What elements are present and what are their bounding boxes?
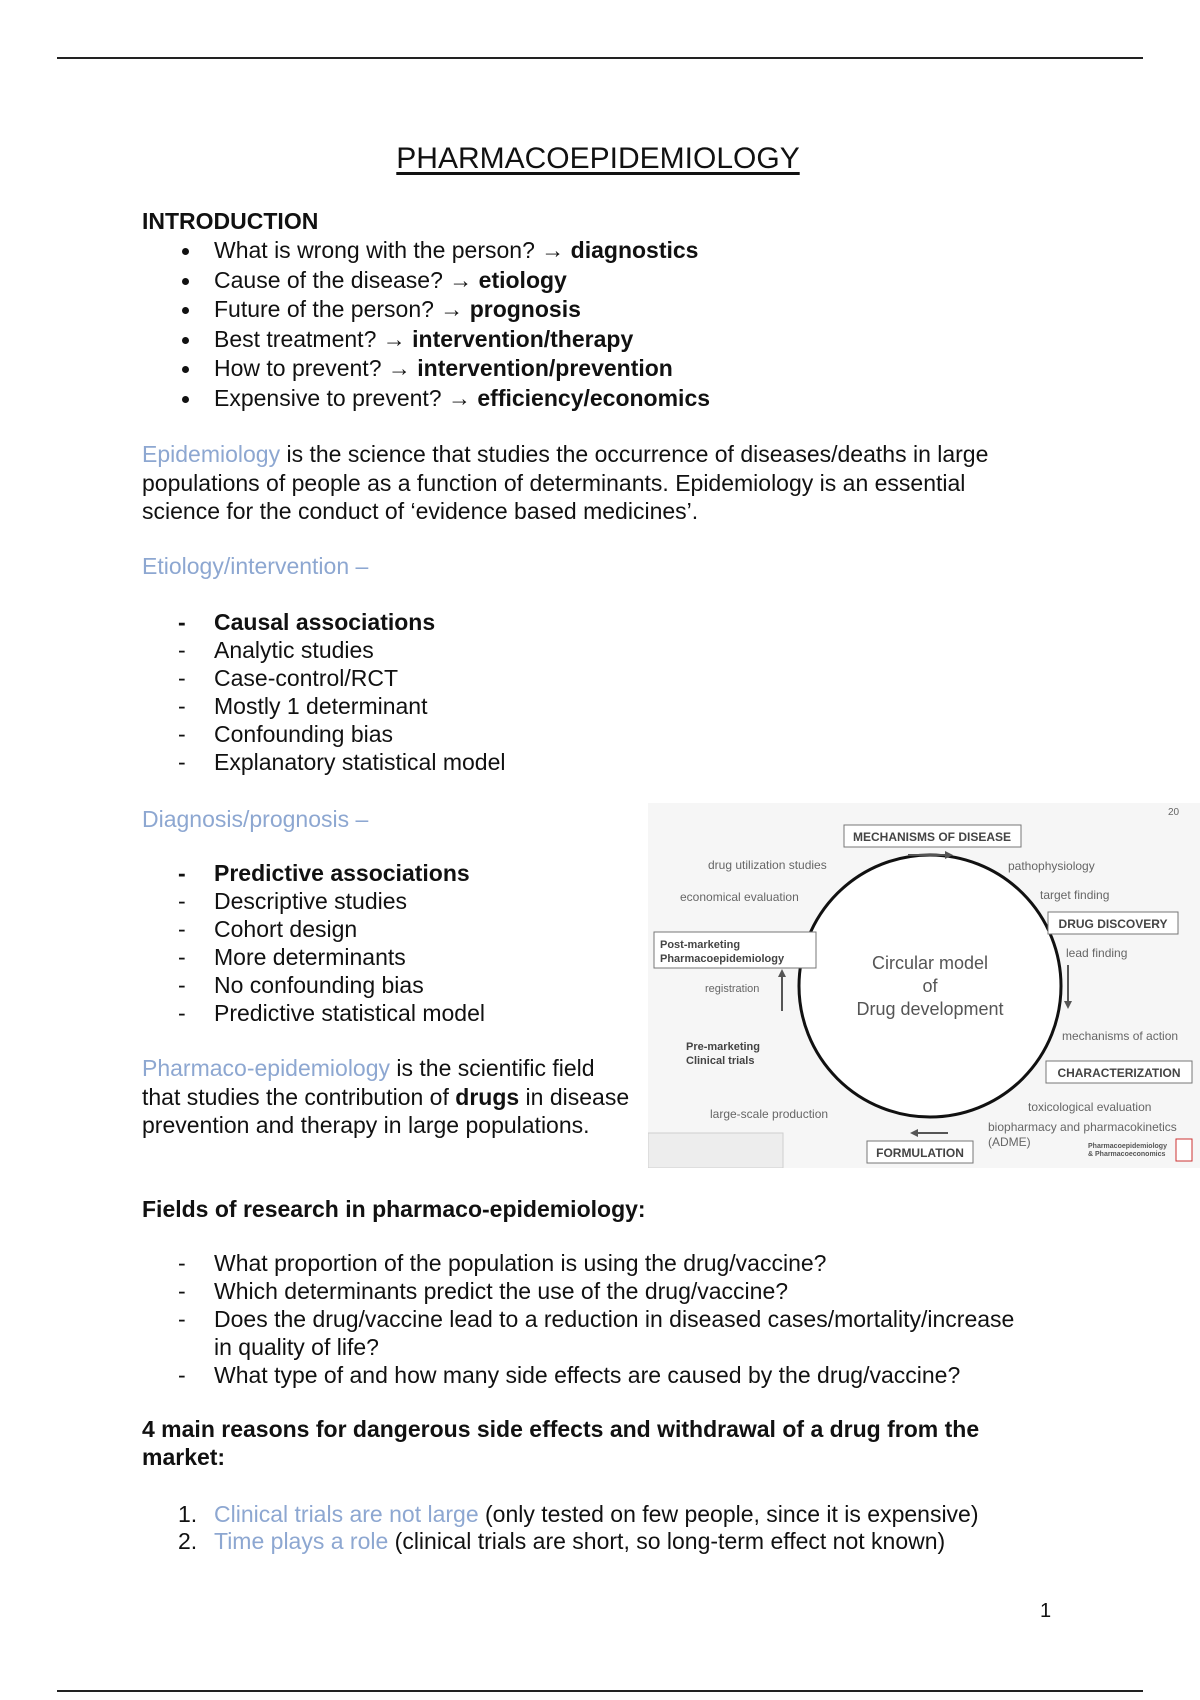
post-marketing-label-1: Post-marketing — [660, 939, 741, 951]
pathophysiology-label: pathophysiology — [1008, 859, 1095, 873]
diagnosis-heading: Diagnosis/prognosis – — [142, 806, 369, 832]
top-rule — [57, 57, 1143, 59]
list-item: - Analytic studies — [142, 636, 505, 664]
list-item: - Does the drug/vaccine lead to a reduction in diseased cases/mortality/increase in quality of life? — [142, 1305, 1014, 1361]
center-line-3: Drug development — [856, 999, 1004, 1019]
reasons-heading: 4 main reasons for dangerous side effects and withdrawal of a drug from the market: — [142, 1416, 980, 1470]
drug-development-diagram — [648, 803, 1200, 1168]
pharmaco-definition: Pharmaco-epidemiology is the scientific field that studies the contribution of drugs in disease prevention and therapy in large populations. — [142, 1055, 630, 1138]
introduction-heading: INTRODUCTION — [142, 208, 319, 234]
formulation-label: FORMULATION — [876, 1146, 964, 1160]
epidemiology-definition: Epidemiology is the science that studies the occurrence of diseases/deaths in large populations of people as a function of determinants. Epidemiology is an essential science for the conduct of ‘evidence based medicines’. — [142, 441, 989, 524]
list-item: Future of the person? → prognosis — [142, 295, 710, 325]
diagram-footer-block — [648, 1133, 783, 1168]
center-line-2: of — [922, 976, 938, 996]
logo-line-1: Pharmacoepidemiology — [1088, 1143, 1167, 1150]
list-item: - Descriptive studies — [142, 887, 485, 915]
list-item: - Explanatory statistical model — [142, 748, 505, 776]
introduction-list — [142, 236, 710, 413]
drug-discovery-label: DRUG DISCOVERY — [1058, 917, 1168, 931]
logo-line-2: & Pharmacoeconomics — [1088, 1151, 1166, 1158]
list-item: - What type of and how many side effects are caused by the drug/vaccine? — [142, 1361, 1014, 1389]
diagnosis-list — [142, 859, 485, 1027]
list-item: - Causal associations — [142, 608, 505, 636]
economical-label: economical evaluation — [680, 890, 799, 904]
list-item: - Mostly 1 determinant — [142, 692, 505, 720]
list-item: - Predictive associations — [142, 859, 485, 887]
lead-finding-label: lead finding — [1066, 946, 1128, 960]
mechanisms-label: MECHANISMS OF DISEASE — [852, 830, 1012, 844]
fields-heading: Fields of research in pharmaco-epidemiology: — [142, 1196, 646, 1222]
pre-marketing-label-1: Pre-marketing — [686, 1041, 760, 1053]
list-item: - What proportion of the population is using the drug/vaccine? — [142, 1249, 1014, 1277]
etiology-heading: Etiology/intervention – — [142, 553, 369, 579]
list-item: - More determinants — [142, 943, 485, 971]
center-line-1: Circular model — [871, 953, 989, 973]
target-finding-label: target finding — [1040, 888, 1110, 902]
list-item: Expensive to prevent? → efficiency/economics — [142, 384, 710, 414]
pre-marketing-label-2: Clinical trials — [686, 1055, 755, 1067]
biopharmacy-label: biopharmacy and pharmacokinetics — [988, 1120, 1177, 1134]
post-marketing-label-2: Pharmacoepidemiology — [660, 953, 785, 965]
logo-mark-icon — [1176, 1139, 1192, 1161]
adme-label: (ADME) — [988, 1135, 1031, 1149]
slide-number: 20 — [1168, 807, 1180, 818]
page-number: 1 — [1040, 1600, 1052, 1622]
list-item: - Cohort design — [142, 915, 485, 943]
large-scale-label: large-scale production — [710, 1107, 829, 1121]
list-item: - Which determinants predict the use of the drug/vaccine? — [142, 1277, 1014, 1305]
list-item: 2. Time plays a role (clinical trials are short, so long-term effect not known) — [178, 1528, 946, 1554]
list-item: What is wrong with the person? → diagnostics — [142, 236, 710, 266]
bottom-rule — [57, 1690, 1143, 1692]
etiology-list — [142, 608, 505, 776]
drug-utilization-label: drug utilization studies — [708, 858, 827, 872]
toxicological-label: toxicological evaluation — [1028, 1100, 1152, 1114]
list-item: - No confounding bias — [142, 971, 485, 999]
page-title: PHARMACOEPIDEMIOLOGY — [396, 142, 800, 175]
list-item: - Confounding bias — [142, 720, 505, 748]
list-item: 1. Clinical trials are not large (only tested on few people, since it is expensive) — [178, 1501, 979, 1527]
mechanisms-action-label: mechanisms of action — [1062, 1029, 1179, 1043]
list-item: - Case-control/RCT — [142, 664, 505, 692]
list-item: Best treatment? → intervention/therapy — [142, 325, 710, 355]
list-item: How to prevent? → intervention/prevention — [142, 354, 710, 384]
characterization-label: CHARACTERIZATION — [1057, 1066, 1181, 1080]
list-item: Cause of the disease? → etiology — [142, 266, 710, 296]
registration-label: registration — [705, 983, 760, 995]
list-item: - Predictive statistical model — [142, 999, 485, 1027]
fields-list — [142, 1249, 1014, 1389]
reasons-list — [142, 1501, 979, 1555]
